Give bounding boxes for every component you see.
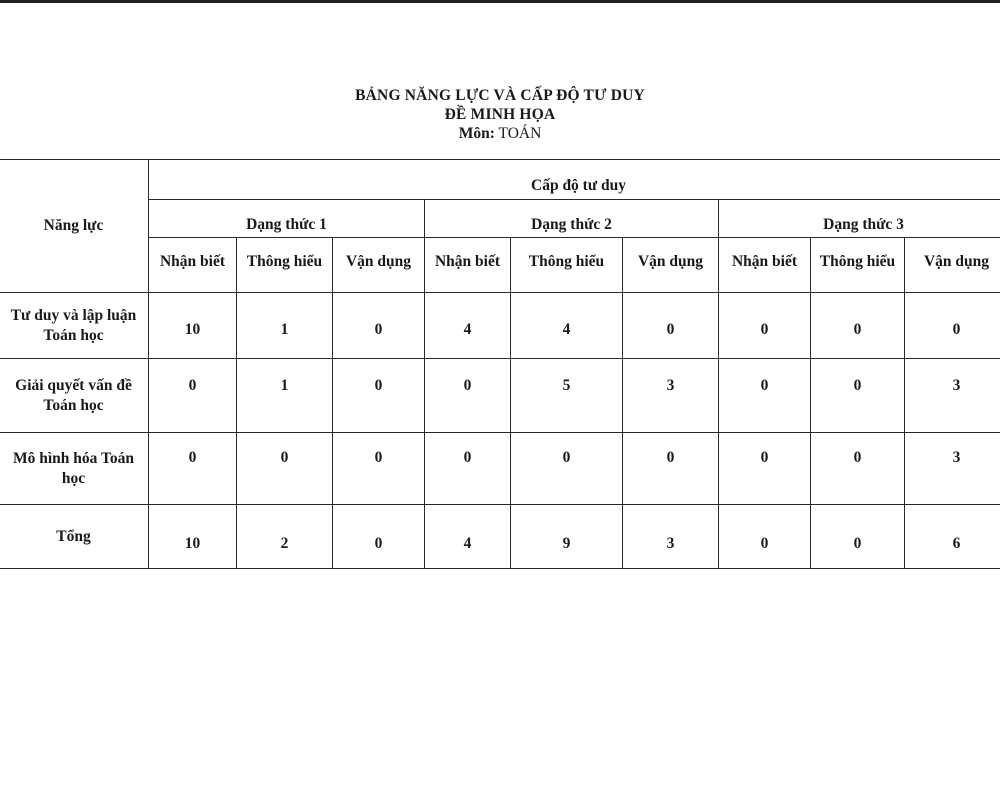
subject-line <box>0 124 1000 143</box>
title-block <box>0 86 1000 143</box>
table-cell: 10 <box>149 505 237 569</box>
level-header: Thông hiểu <box>237 238 333 293</box>
table-cell: 2 <box>237 505 333 569</box>
row-header-cell: Năng lực <box>0 160 149 293</box>
table-cell: 4 <box>425 293 511 359</box>
document-title: BẢNG NĂNG LỰC VÀ CẤP ĐỘ TƯ DUY <box>355 87 645 104</box>
row-label: Giải quyết vấn đề Toán học <box>0 359 149 433</box>
level-header: Vận dụng <box>623 238 719 293</box>
table-cell: 0 <box>811 433 905 505</box>
table-cell: 0 <box>333 293 425 359</box>
table-cell: 0 <box>623 433 719 505</box>
table-cell: 0 <box>425 359 511 433</box>
header-row-1 <box>0 160 1000 200</box>
level-header: Vận dụng <box>333 238 425 293</box>
document-subtitle: ĐỀ MINH HỌA <box>444 106 556 123</box>
table-cell: 10 <box>149 293 237 359</box>
table-cell: 4 <box>511 293 623 359</box>
table-row <box>0 293 1000 359</box>
table-cell: 6 <box>905 505 1000 569</box>
table-cell: 0 <box>333 433 425 505</box>
table-cell: 4 <box>425 505 511 569</box>
table-cell: 1 <box>237 359 333 433</box>
table-cell: 0 <box>149 359 237 433</box>
row-label: Tổng <box>0 505 149 569</box>
table-row <box>0 433 1000 505</box>
table-cell: 0 <box>237 433 333 505</box>
form-header-2: Dạng thức 2 <box>425 200 719 238</box>
table-cell: 3 <box>905 433 1000 505</box>
table-cell: 0 <box>149 433 237 505</box>
header-row-3 <box>0 238 1000 293</box>
subject-value: TOÁN <box>498 125 542 142</box>
table-cell: 0 <box>905 293 1000 359</box>
table-cell: 9 <box>511 505 623 569</box>
level-header: Thông hiểu <box>811 238 905 293</box>
level-header: Nhận biết <box>719 238 811 293</box>
level-header: Nhận biết <box>425 238 511 293</box>
form-header-3: Dạng thức 3 <box>719 200 1000 238</box>
table-cell: 0 <box>719 359 811 433</box>
table-cell: 5 <box>511 359 623 433</box>
form-header-1: Dạng thức 1 <box>149 200 425 238</box>
table-row <box>0 359 1000 433</box>
table-cell: 0 <box>719 293 811 359</box>
table-cell: 3 <box>905 359 1000 433</box>
table-cell: 0 <box>811 505 905 569</box>
table-cell: 1 <box>237 293 333 359</box>
level-header: Thông hiểu <box>511 238 623 293</box>
level-header: Nhận biết <box>149 238 237 293</box>
table-row <box>0 505 1000 569</box>
table-cell: 3 <box>623 359 719 433</box>
table-cell: 0 <box>811 359 905 433</box>
scan-top-edge <box>0 0 1000 3</box>
group-header-cell: Cấp độ tư duy <box>149 160 1000 200</box>
table-cell: 3 <box>623 505 719 569</box>
level-header: Vận dụng <box>905 238 1000 293</box>
table-cell: 0 <box>425 433 511 505</box>
table-cell: 0 <box>719 433 811 505</box>
table-cell: 0 <box>333 359 425 433</box>
table-cell: 0 <box>719 505 811 569</box>
row-label: Tư duy và lập luận Toán học <box>0 293 149 359</box>
subject-label: Môn: <box>458 125 495 142</box>
table-cell: 0 <box>511 433 623 505</box>
row-label: Mô hình hóa Toán học <box>0 433 149 505</box>
table-cell: 0 <box>333 505 425 569</box>
competency-table <box>0 159 1000 569</box>
table-cell: 0 <box>623 293 719 359</box>
table-cell: 0 <box>811 293 905 359</box>
header-row-2 <box>0 200 1000 238</box>
